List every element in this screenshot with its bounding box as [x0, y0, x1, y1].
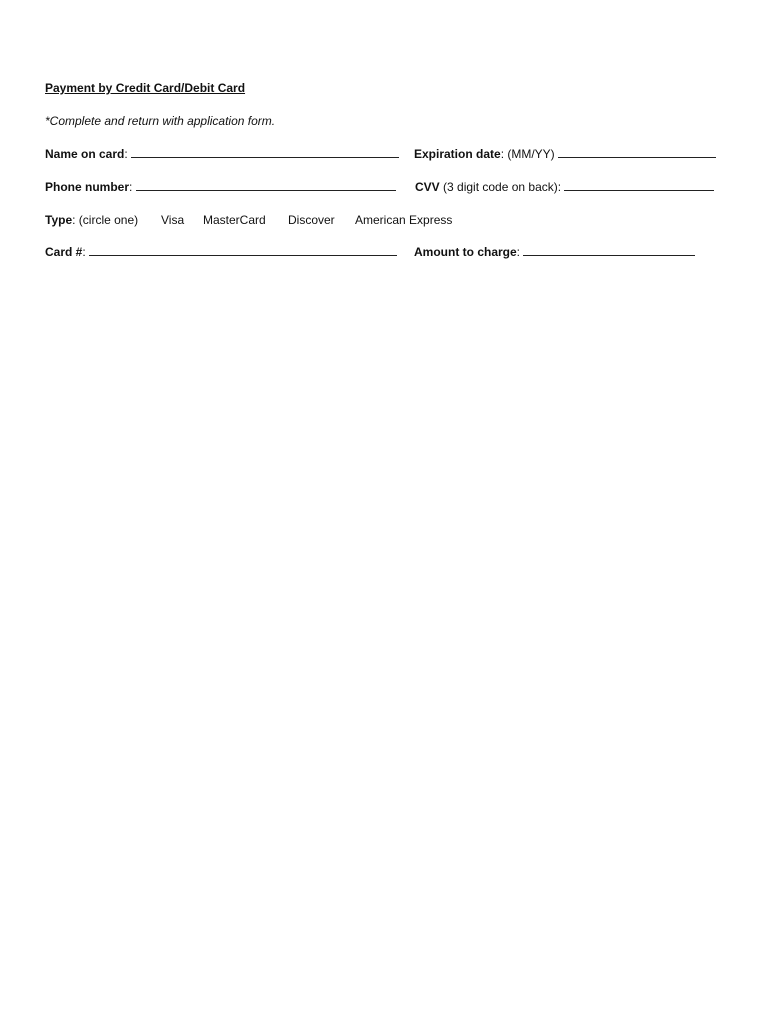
amount-field	[414, 244, 695, 260]
card-number-field	[45, 244, 397, 260]
card-type-option-mastercard[interactable]: MasterCard	[203, 213, 266, 227]
card-number-label: Card #	[45, 245, 83, 259]
cvv-field	[415, 179, 714, 195]
card-type-label: Type	[45, 213, 73, 227]
card-type-option-visa[interactable]: Visa	[161, 213, 185, 227]
phone-blank[interactable]	[136, 179, 396, 191]
card-type-option-american-express[interactable]: American Express	[355, 213, 453, 227]
name-on-card-field	[45, 146, 399, 162]
phone-suffix: :	[129, 180, 133, 194]
phone-field	[45, 179, 396, 195]
expiration-label: Expiration date	[414, 147, 501, 161]
cvv-suffix: (3 digit code on back):	[439, 180, 562, 194]
card-type-option-discover[interactable]: Discover	[288, 213, 335, 227]
form-title: Payment by Credit Card/Debit Card	[45, 81, 246, 95]
form-note: *Complete and return with application form.	[45, 114, 276, 128]
cvv-label: CVV	[415, 180, 440, 194]
card-number-suffix: :	[82, 245, 86, 259]
amount-suffix: :	[516, 245, 521, 259]
name-on-card-label: Name on card	[45, 147, 125, 161]
expiration-blank[interactable]	[558, 146, 716, 158]
card-type-suffix: : (circle one)	[72, 213, 139, 227]
amount-blank[interactable]	[523, 244, 695, 256]
expiration-field	[414, 146, 716, 162]
cvv-blank[interactable]	[564, 179, 714, 191]
card-number-blank[interactable]	[89, 244, 397, 256]
expiration-suffix: : (MM/YY)	[500, 147, 555, 161]
name-on-card-blank[interactable]	[131, 146, 399, 158]
phone-label: Phone number	[45, 180, 130, 194]
name-on-card-suffix: :	[124, 147, 128, 161]
amount-label: Amount to charge	[414, 245, 517, 259]
card-type-field	[45, 212, 138, 228]
